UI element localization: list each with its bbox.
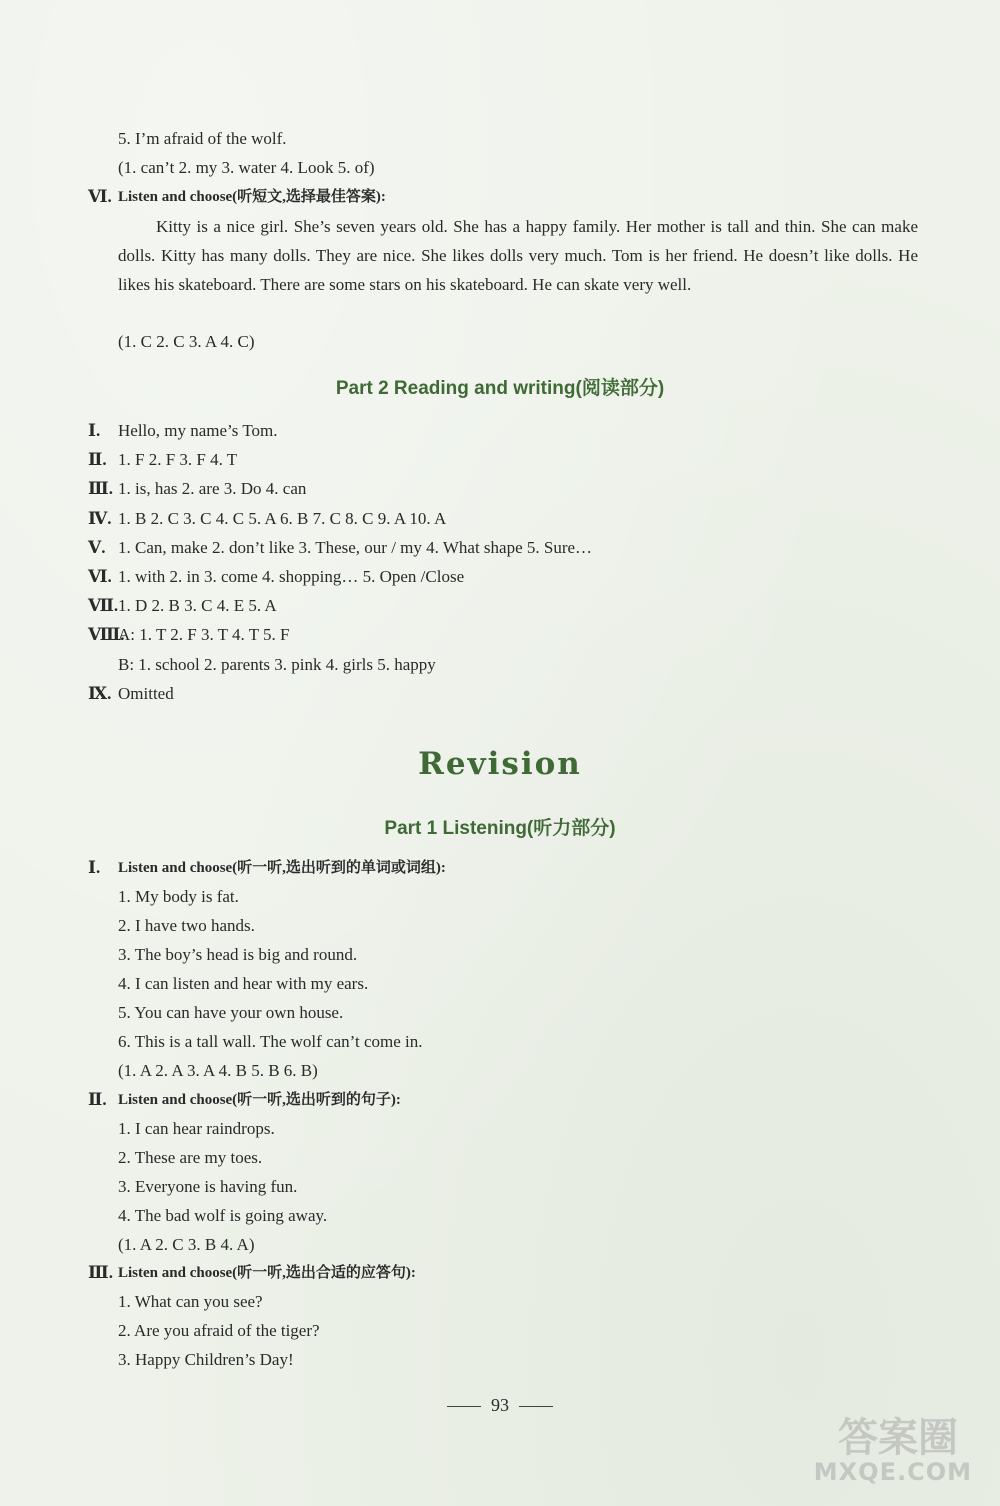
part-heading: Part 1 Listening(听力部分) xyxy=(384,818,616,839)
section-numeral: Ⅸ. xyxy=(88,683,112,703)
section-numeral: Ⅵ. xyxy=(88,187,112,206)
listening-item: 6. This is a tall wall. The wolf can’t come in. xyxy=(118,1032,423,1051)
section-numeral: Ⅵ. xyxy=(88,567,112,586)
answer-row: 1. F 2. F 3. F 4. T xyxy=(118,450,238,470)
answer-row: 1. Can, make 2. don’t like 3. These, our / my 4. What shape 5. Sure… xyxy=(118,537,593,557)
answers-line: (1. can’t 2. my 3. water 4. Look 5. of) xyxy=(118,158,375,177)
dash-decoration xyxy=(519,1406,553,1407)
watermark-logo xyxy=(772,1406,982,1496)
section-numeral: Ⅶ. xyxy=(88,596,119,616)
section-instruction: Listen and choose(听一听,选出听到的单词或词组): xyxy=(118,860,446,876)
listening-item: 2. I have two hands. xyxy=(118,916,255,935)
answer-row: B: 1. school 2. parents 3. pink 4. girls 5. happy xyxy=(118,654,436,674)
section-instruction: Listen and choose(听一听,选出听到的句子): xyxy=(118,1092,401,1108)
unit-title: Revision xyxy=(418,746,582,782)
section-instruction: Listen and choose(听短文,选择最佳答案): xyxy=(118,189,386,205)
answer-row: 1. B 2. C 3. C 4. C 5. A 6. B 7. C 8. C 9. A 10. A xyxy=(118,508,447,528)
dash-decoration xyxy=(447,1406,481,1407)
listening-item: 2. Are you afraid of the tiger? xyxy=(118,1321,320,1340)
answers-line: (1. C 2. C 3. A 4. C) xyxy=(118,332,255,351)
section-numeral: Ⅲ. xyxy=(88,1263,113,1282)
watermark-cn: 答案圈 xyxy=(838,1415,958,1461)
answer-row: Omitted xyxy=(118,683,174,703)
answer-row: A: 1. T 2. F 3. T 4. T 5. F xyxy=(118,625,290,645)
listening-item: 5. You can have your own house. xyxy=(118,1003,344,1022)
section-numeral: Ⅰ. xyxy=(88,421,101,440)
section-instruction: Listen and choose(听一听,选出合适的应答句): xyxy=(118,1265,416,1281)
section-numeral: Ⅰ. xyxy=(88,858,101,877)
section-numeral: Ⅷ. xyxy=(88,625,125,645)
section-numeral: Ⅲ. xyxy=(88,479,113,499)
listening-item: 4. I can listen and hear with my ears. xyxy=(118,974,369,993)
listening-item: 2. These are my toes. xyxy=(118,1148,263,1167)
listening-item: 1. My body is fat. xyxy=(118,887,239,906)
answer-row: Hello, my name’s Tom. xyxy=(118,421,278,440)
passage-paragraph: Kitty is a nice girl. She’s seven years old. She has a happy family. Her mother is tall and thin. She can make dolls. Kitty has many dolls. They are nice. She likes dolls very much. Tom is her friend. He doesn’t like dolls. He likes his skateboard. There are some stars on his skateboard. He can skate very well. xyxy=(118,217,918,294)
section-numeral: Ⅱ. xyxy=(88,450,107,470)
part-heading: Part 2 Reading and writing(阅读部分) xyxy=(335,378,665,399)
section-numeral: Ⅳ. xyxy=(88,508,112,528)
section-numeral: Ⅴ. xyxy=(88,537,106,557)
watermark-en: MXQE.COM xyxy=(813,1458,972,1486)
answer-row: 1. with 2. in 3. come 4. shopping… 5. Open /Close xyxy=(118,567,465,586)
answers-line: (1. A 2. C 3. B 4. A) xyxy=(118,1235,255,1254)
listening-item: 3. Happy Children’s Day! xyxy=(118,1350,294,1369)
listening-item: 4. The bad wolf is going away. xyxy=(118,1206,328,1225)
listening-item: 3. Everyone is having fun. xyxy=(118,1177,298,1196)
listening-item: 1. What can you see? xyxy=(118,1292,263,1311)
listening-item-5: 5. I’m afraid of the wolf. xyxy=(118,129,287,148)
answers-line: (1. A 2. A 3. A 4. B 5. B 6. B) xyxy=(118,1061,318,1080)
answer-row: 1. D 2. B 3. C 4. E 5. A xyxy=(118,596,277,616)
listening-item: 3. The boy’s head is big and round. xyxy=(118,945,358,964)
answer-row: 1. is, has 2. are 3. Do 4. can xyxy=(118,479,307,499)
page-number: 93 xyxy=(491,1395,509,1415)
section-numeral: Ⅱ. xyxy=(88,1090,107,1109)
listening-item: 1. I can hear raindrops. xyxy=(118,1119,275,1138)
